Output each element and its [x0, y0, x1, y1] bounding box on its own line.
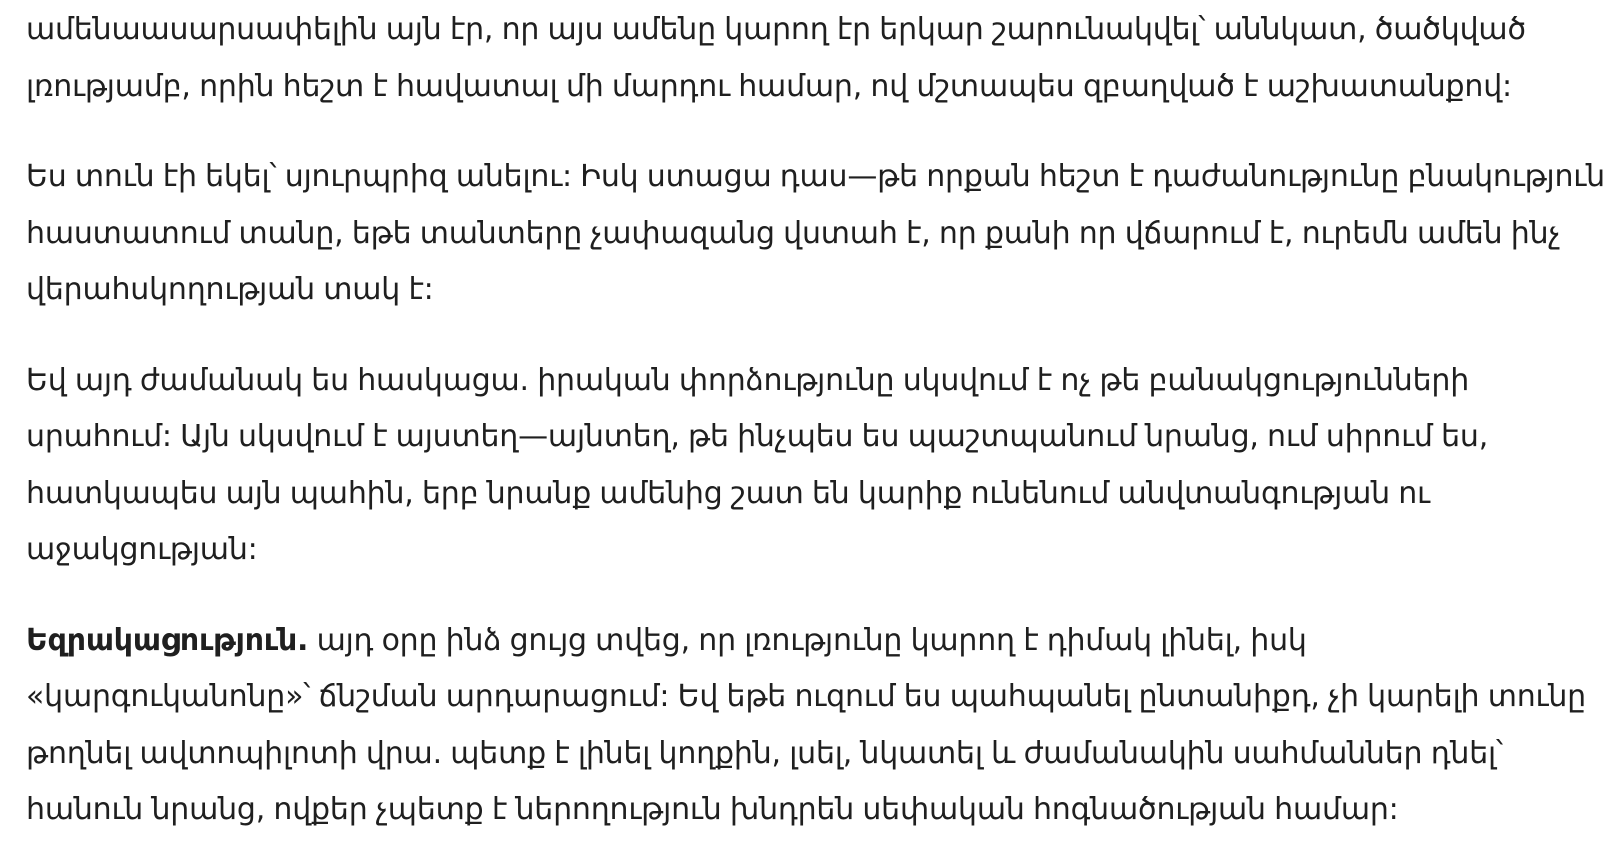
paragraph-2-line-1: Ես տուն էի եկել՝ սյուրպրիզ անելու: Իսկ ստացա դաս—թե որքան հեշտ է դաժանությունը բնակություն	[26, 159, 1605, 194]
paragraph-2-line-2: հաստատում տանը, եթե տանտերը չափազանց վստահ է, որ քանի որ վճարում է, ուրեմն ամեն ինչ	[26, 215, 1561, 251]
paragraph-4-line-4: հանուն նրանց, ովքեր չպետք է ներողություն խնդրեն սեփական հոգնածության համար:	[26, 792, 1399, 827]
paragraph-2-line-3: վերահսկողության տակ է:	[26, 272, 434, 307]
paragraph-3-line-3: հատկապես այն պահին, երբ նրանք ամենից շատ են կարիք ունենում անվտանգության ու	[26, 475, 1430, 511]
paragraph-3-line-2: սրահում: Այն սկսվում է այստեղ—այնտեղ, թե ինչպես ես պաշտպանում նրանց, ում սիրում ես,	[26, 419, 1489, 454]
conclusion-heading: Եզրակացություն.	[26, 622, 309, 658]
paragraph-4-conclusion	[26, 613, 1592, 839]
paragraph-4-line-1	[26, 613, 1592, 670]
paragraph-4-line-3: թողնել ավտոպիլոտի վրա. պետք է լինել կողքին, լսել, նկատել և ժամանակին սահմաններ դնել՝	[26, 735, 1503, 771]
paragraph-4-line-2: «կարգուկանոնը»՝ ճնշման արդարացում: Եվ եթե ուզում ես պահպանել ընտանիքդ, չի կարելի տունը	[26, 679, 1586, 714]
paragraph-3	[26, 353, 1592, 579]
paragraph-1-line-1: ամենաասարսափելին այն էր, որ այս ամենը կարող էր երկար շարունակվել՝ աննկատ, ծածկված	[26, 12, 1526, 47]
paragraph-3-line-1: Եվ այդ ժամանակ ես հասկացա. իրական փորձությունը սկսվում է ոչ թե բանակցությունների	[26, 362, 1470, 398]
document-body	[0, 2, 1618, 839]
paragraph-1-line-2: լռությամբ, որին հեշտ է հավատալ մի մարդու համար, ով մշտապես զբաղված է աշխատանքով:	[26, 68, 1512, 104]
paragraph-2	[26, 149, 1605, 319]
paragraph-4-line-1-text: այդ օրը ինձ ցույց տվեց, որ լռությունը կարող է դիմակ լինել, իսկ	[308, 622, 1307, 658]
paragraph-1	[26, 2, 1592, 115]
paragraph-3-line-4: աջակցության:	[26, 532, 258, 567]
